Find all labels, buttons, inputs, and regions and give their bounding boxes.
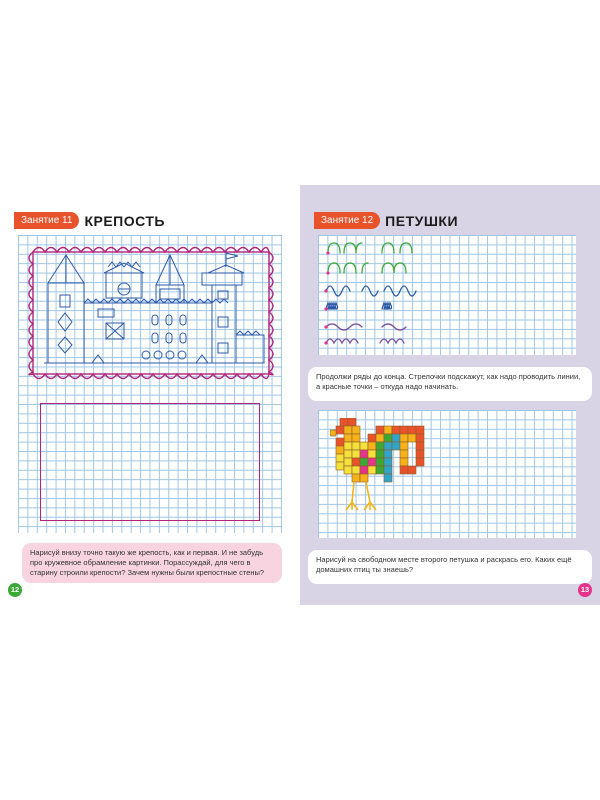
lesson-11-label: Занятие 11 bbox=[14, 212, 79, 229]
page-number-13: 13 bbox=[578, 583, 592, 597]
lesson-12-label: Занятие 12 bbox=[314, 212, 380, 229]
rooster-illustration bbox=[330, 418, 440, 530]
task-12b-text: Нарисуй на свободном месте второго петушка и раскрась его. Каких ещё домашних птиц ты знаешь? bbox=[316, 555, 572, 574]
pattern-row-2 bbox=[328, 263, 406, 273]
empty-drawing-frame[interactable] bbox=[40, 403, 260, 521]
right-page bbox=[300, 185, 600, 605]
lesson-12-header bbox=[314, 211, 458, 230]
lesson-11-title: КРЕПОСТЬ bbox=[84, 212, 165, 229]
task-12a-instructions bbox=[308, 367, 592, 401]
lesson-12-title: ПЕТУШКИ bbox=[385, 212, 459, 229]
pattern-row-5 bbox=[326, 324, 406, 330]
castle-illustration bbox=[26, 245, 276, 381]
task-12a-text: Продолжи ряды до конца. Стрелочки подскажут, как надо проводить линии, а красные точки – откуда надо начинать. bbox=[316, 372, 581, 391]
left-page bbox=[0, 185, 300, 605]
pattern-row-4 bbox=[326, 303, 392, 309]
task-12b-instructions bbox=[308, 550, 592, 584]
task-11-instructions bbox=[22, 543, 282, 583]
task-11-text: Нарисуй внизу точно такую же крепость, как и первая. И не забудь про кружевное обрамление картинки. Порассуждай, для чего в старину строили крепости? Зачем нужны были крепостные стены? bbox=[30, 548, 265, 577]
page-number-12: 12 bbox=[8, 583, 22, 597]
pattern-row-3 bbox=[326, 286, 416, 296]
handwriting-patterns bbox=[322, 239, 442, 351]
pattern-row-6 bbox=[326, 339, 404, 343]
castle-drawing bbox=[44, 253, 264, 363]
pattern-row-1 bbox=[328, 243, 412, 253]
lesson-11-header bbox=[14, 211, 165, 230]
